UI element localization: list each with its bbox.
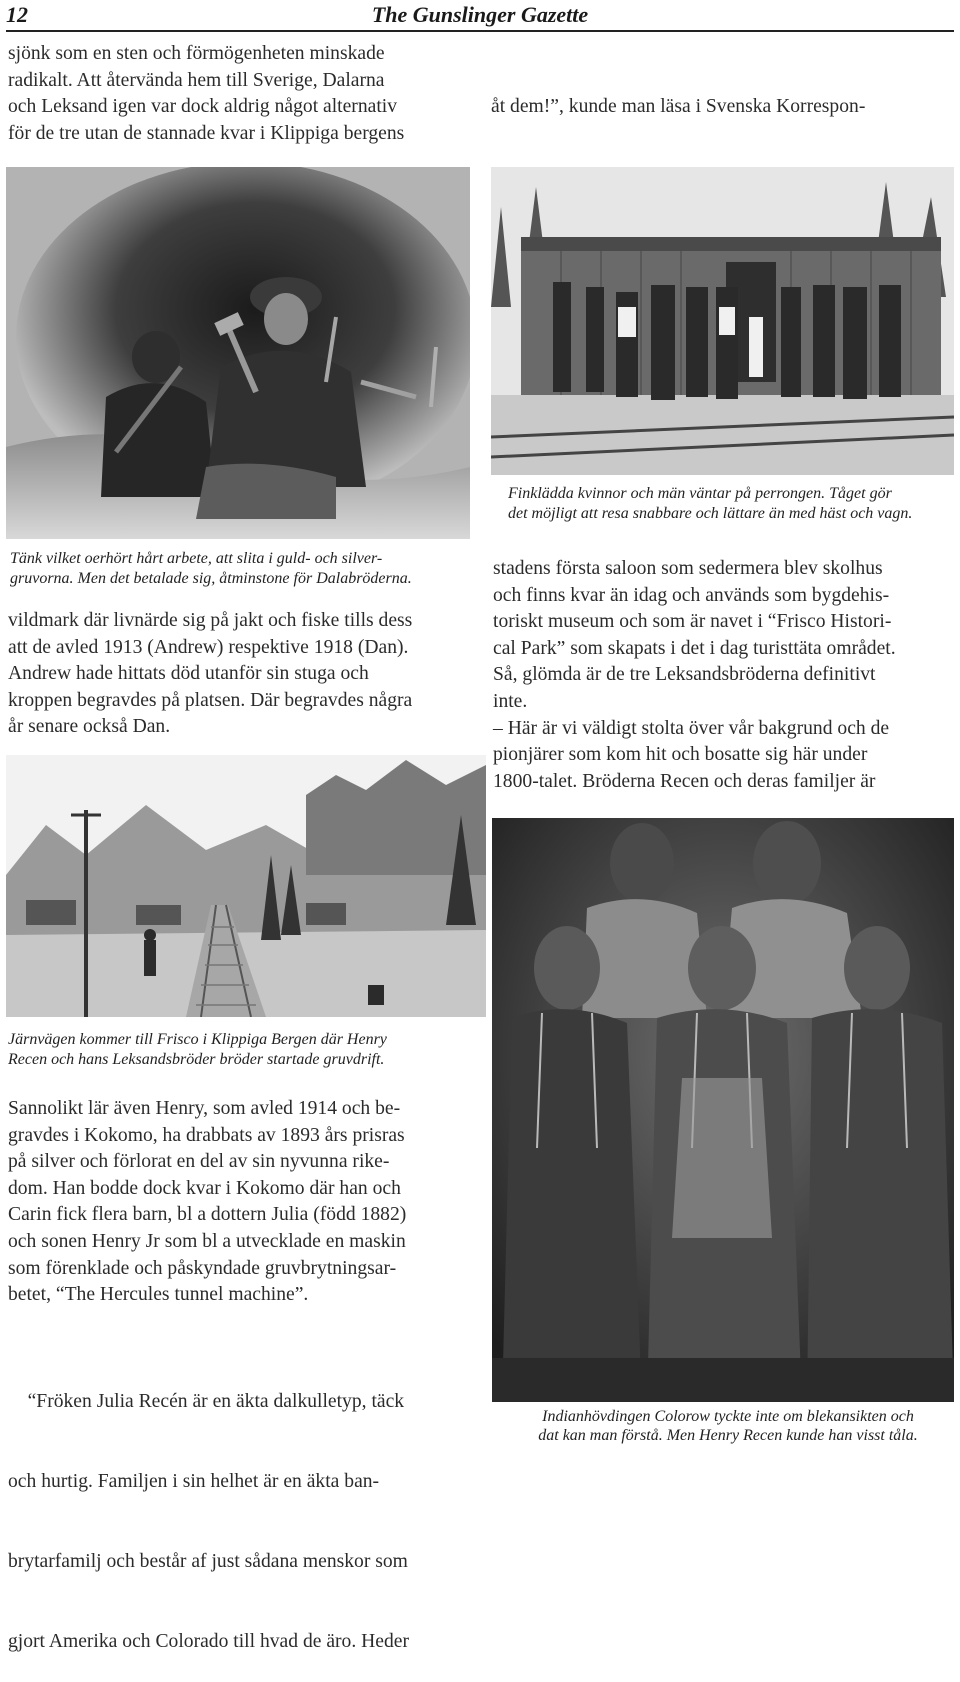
text-line: gravdes i Kokomo, ha drabbats av 1893 års prisras — [8, 1124, 405, 1146]
text-line: Andrew hade hittats död utanför sin stuga och — [8, 663, 369, 685]
text-line: “Fröken Julia Recén är en äkta dalkulletyp, täck — [8, 1391, 405, 1413]
caption-line: Tänk vilket oerhört hårt arbete, att slita i guld- och silver- — [10, 550, 383, 567]
caption-line: Indianhövdingen Colorow tyckte inte om blekansikten och — [542, 1408, 914, 1425]
text-line: och Leksand igen var dock aldrig något alternativ — [8, 96, 398, 118]
page-number: 12 — [6, 2, 28, 27]
article-text-middle-right — [493, 556, 955, 795]
text-line: gjort Amerika och Colorado till hvad de äro. Heder — [8, 1630, 410, 1652]
text-line: 1800-talet. Bröderna Recen och deras familjer är — [493, 770, 876, 792]
text-line: att de avled 1913 (Andrew) respektive 1918 (Dan). — [8, 636, 409, 658]
caption-line: gruvorna. Men det betalade sig, åtminstone för Dalabröderna. — [10, 570, 412, 587]
text-line: pionjärer som kom hit och bosatte sig här under — [493, 744, 868, 766]
text-line: Så, glömda är de tre Leksandsbröderna definitivt — [493, 664, 876, 686]
header-rule — [6, 30, 954, 32]
text-line: brytarfamilj och består af just sådana menskor som — [8, 1550, 408, 1572]
caption-line: Finklädda kvinnor och män väntar på perrongen. Tåget gör — [508, 485, 892, 502]
text-line: år senare också Dan. — [8, 716, 171, 738]
text-line: och sonen Henry Jr som bl a utvecklade en maskin — [8, 1230, 406, 1252]
miners-caption — [10, 549, 472, 589]
railway-caption — [8, 1030, 488, 1070]
article-text-top-left — [8, 41, 470, 147]
publication-title: The Gunslinger Gazette — [371, 2, 589, 27]
text-line: – Här är vi väldigt stolta över vår bakgrund och de — [493, 717, 890, 739]
miners-photo — [6, 167, 470, 539]
railway-photo — [6, 755, 486, 1017]
text-line: cal Park” som skapats i det i dag turisttäta området. — [493, 637, 896, 659]
text-line: stadens första saloon som sedermera blev skolhus — [493, 558, 883, 579]
text-line: toriskt museum och som är navet i “Frisco Histori- — [493, 611, 892, 633]
caption-line: det möjligt att resa snabbare och lättare än med häst och vagn. — [508, 505, 913, 522]
text-line: som förenklade och påskyndade gruvbrytningsar- — [8, 1257, 397, 1279]
text-line: kroppen begravdes på platsen. Där begravdes några — [8, 689, 413, 711]
caption-line: Järnvägen kommer till Frisco i Klippiga Bergen där Henry — [8, 1031, 387, 1048]
text-line: åt dem!”, kunde man läsa i Svenska Korrespon- — [491, 96, 866, 118]
article-text-bottom-left-quote — [8, 1336, 473, 1682]
text-line: betet, “The Hercules tunnel machine”. — [8, 1284, 309, 1306]
caption-line: dat kan man förstå. Men Henry Recen kunde han visst tåla. — [538, 1427, 918, 1444]
text-line: och finns kvar än idag och används som bygdehis- — [493, 584, 890, 606]
text-line: för de tre utan de stannade kvar i Klippiga bergens — [8, 122, 405, 144]
article-text-bottom-left — [8, 1096, 473, 1309]
chiefs-photo — [492, 818, 954, 1402]
chiefs-caption — [502, 1407, 954, 1445]
text-line: och hurtig. Familjen i sin helhet är en äkta ban- — [8, 1470, 380, 1492]
text-line: vildmark där livnärde sig på jakt och fiske tills dess — [8, 610, 413, 631]
text-line: Sannolikt lär även Henry, som avled 1914 och be- — [8, 1098, 401, 1119]
text-line: inte. — [493, 690, 528, 712]
text-line: radikalt. Att återvända hem till Sverige, Dalarna — [8, 69, 385, 91]
station-caption — [508, 484, 958, 524]
text-line: Carin fick flera barn, bl a dottern Julia (född 1882) — [8, 1204, 407, 1226]
article-text-middle-left — [8, 608, 473, 741]
text-line: på silver och förlorat en del av sin nyvunna rike- — [8, 1151, 390, 1173]
text-line: sjönk som en sten och förmögenheten minskade — [8, 43, 385, 64]
text-line: dom. Han bodde dock kvar i Kokomo där han och — [8, 1177, 401, 1199]
caption-line: Recen och hans Leksandsbröder bröder startade gruvdrift. — [8, 1051, 385, 1068]
station-photo — [491, 167, 954, 475]
